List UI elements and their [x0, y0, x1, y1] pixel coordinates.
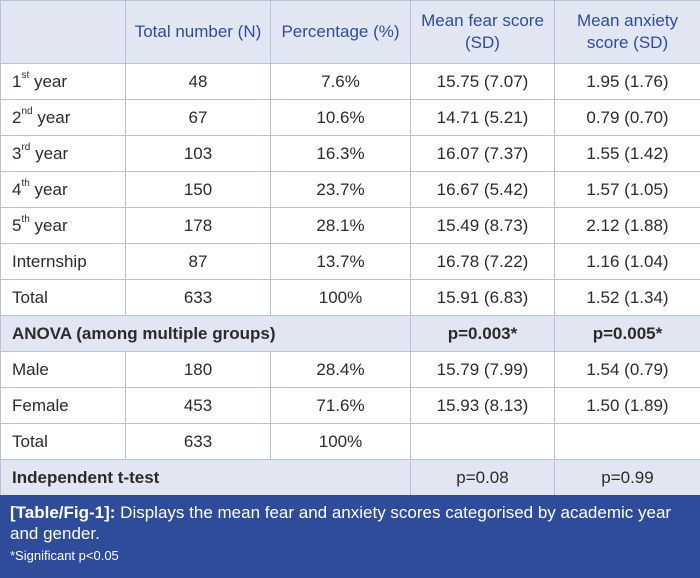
row-label: 4th year	[1, 172, 126, 208]
table-row-total	[1, 424, 700, 460]
cell-anxiety	[555, 424, 700, 460]
row-label: 2nd year	[1, 100, 126, 136]
cell-n: 48	[126, 64, 271, 100]
anova-fear-p: p=0.003*	[411, 316, 555, 352]
figure-caption	[0, 495, 700, 578]
table-row	[1, 136, 700, 172]
table-row	[1, 388, 700, 424]
cell-anxiety: 1.16 (1.04)	[555, 244, 700, 280]
cell-anxiety: 1.57 (1.05)	[555, 172, 700, 208]
table-row-total	[1, 280, 700, 316]
row-label: Male	[1, 352, 126, 388]
caption-note: *Significant p<0.05	[10, 548, 119, 563]
row-label: Internship	[1, 244, 126, 280]
cell-n: 180	[126, 352, 271, 388]
cell-anxiety: 1.55 (1.42)	[555, 136, 700, 172]
cell-fear: 16.67 (5.42)	[411, 172, 555, 208]
caption-text	[10, 502, 690, 544]
anova-label: ANOVA (among multiple groups)	[1, 316, 411, 352]
table-row	[1, 100, 700, 136]
cell-anxiety: 1.54 (0.79)	[555, 352, 700, 388]
cell-n: 178	[126, 208, 271, 244]
table-row	[1, 172, 700, 208]
cell-fear: 15.75 (7.07)	[411, 64, 555, 100]
header-mean-anxiety: Mean anxiety score (SD)	[555, 1, 700, 64]
row-label: 1st year	[1, 64, 126, 100]
cell-pct: 13.7%	[271, 244, 411, 280]
cell-fear: 15.91 (6.83)	[411, 280, 555, 316]
caption-tag: [Table/Fig-1]:	[10, 503, 116, 522]
cell-n: 633	[126, 424, 271, 460]
caption-body: Displays the mean fear and anxiety scores categorised by academic year and gender.	[10, 503, 672, 543]
table-row	[1, 352, 700, 388]
cell-pct: 71.6%	[271, 388, 411, 424]
header-row	[1, 1, 700, 64]
cell-pct: 10.6%	[271, 100, 411, 136]
cell-fear: 14.71 (5.21)	[411, 100, 555, 136]
cell-anxiety: 2.12 (1.88)	[555, 208, 700, 244]
cell-fear: 15.79 (7.99)	[411, 352, 555, 388]
cell-pct: 100%	[271, 280, 411, 316]
cell-fear	[411, 424, 555, 460]
table-row	[1, 244, 700, 280]
cell-fear: 16.07 (7.37)	[411, 136, 555, 172]
header-blank	[1, 1, 126, 64]
table-row	[1, 208, 700, 244]
cell-anxiety: 1.52 (1.34)	[555, 280, 700, 316]
header-percentage: Percentage (%)	[271, 1, 411, 64]
cell-anxiety: 0.79 (0.70)	[555, 100, 700, 136]
cell-n: 150	[126, 172, 271, 208]
cell-pct: 100%	[271, 424, 411, 460]
table-row	[1, 64, 700, 100]
cell-n: 67	[126, 100, 271, 136]
anova-anxiety-p: p=0.005*	[555, 316, 700, 352]
header-total-number: Total number (N)	[126, 1, 271, 64]
cell-n: 633	[126, 280, 271, 316]
cell-fear: 15.49 (8.73)	[411, 208, 555, 244]
ttest-row	[1, 460, 700, 496]
cell-n: 103	[126, 136, 271, 172]
cell-n: 453	[126, 388, 271, 424]
cell-pct: 7.6%	[271, 64, 411, 100]
row-label: 5th year	[1, 208, 126, 244]
row-label: Total	[1, 424, 126, 460]
cell-pct: 28.1%	[271, 208, 411, 244]
row-label: Female	[1, 388, 126, 424]
ttest-fear-p: p=0.08	[411, 460, 555, 496]
ttest-label: Independent t-test	[1, 460, 411, 496]
cell-anxiety: 1.95 (1.76)	[555, 64, 700, 100]
ttest-anxiety-p: p=0.99	[555, 460, 700, 496]
row-label: Total	[1, 280, 126, 316]
cell-anxiety: 1.50 (1.89)	[555, 388, 700, 424]
cell-fear: 16.78 (7.22)	[411, 244, 555, 280]
anova-row	[1, 316, 700, 352]
cell-pct: 23.7%	[271, 172, 411, 208]
cell-pct: 28.4%	[271, 352, 411, 388]
cell-pct: 16.3%	[271, 136, 411, 172]
cell-n: 87	[126, 244, 271, 280]
header-mean-fear: Mean fear score (SD)	[411, 1, 555, 64]
cell-fear: 15.93 (8.13)	[411, 388, 555, 424]
row-label: 3rd year	[1, 136, 126, 172]
